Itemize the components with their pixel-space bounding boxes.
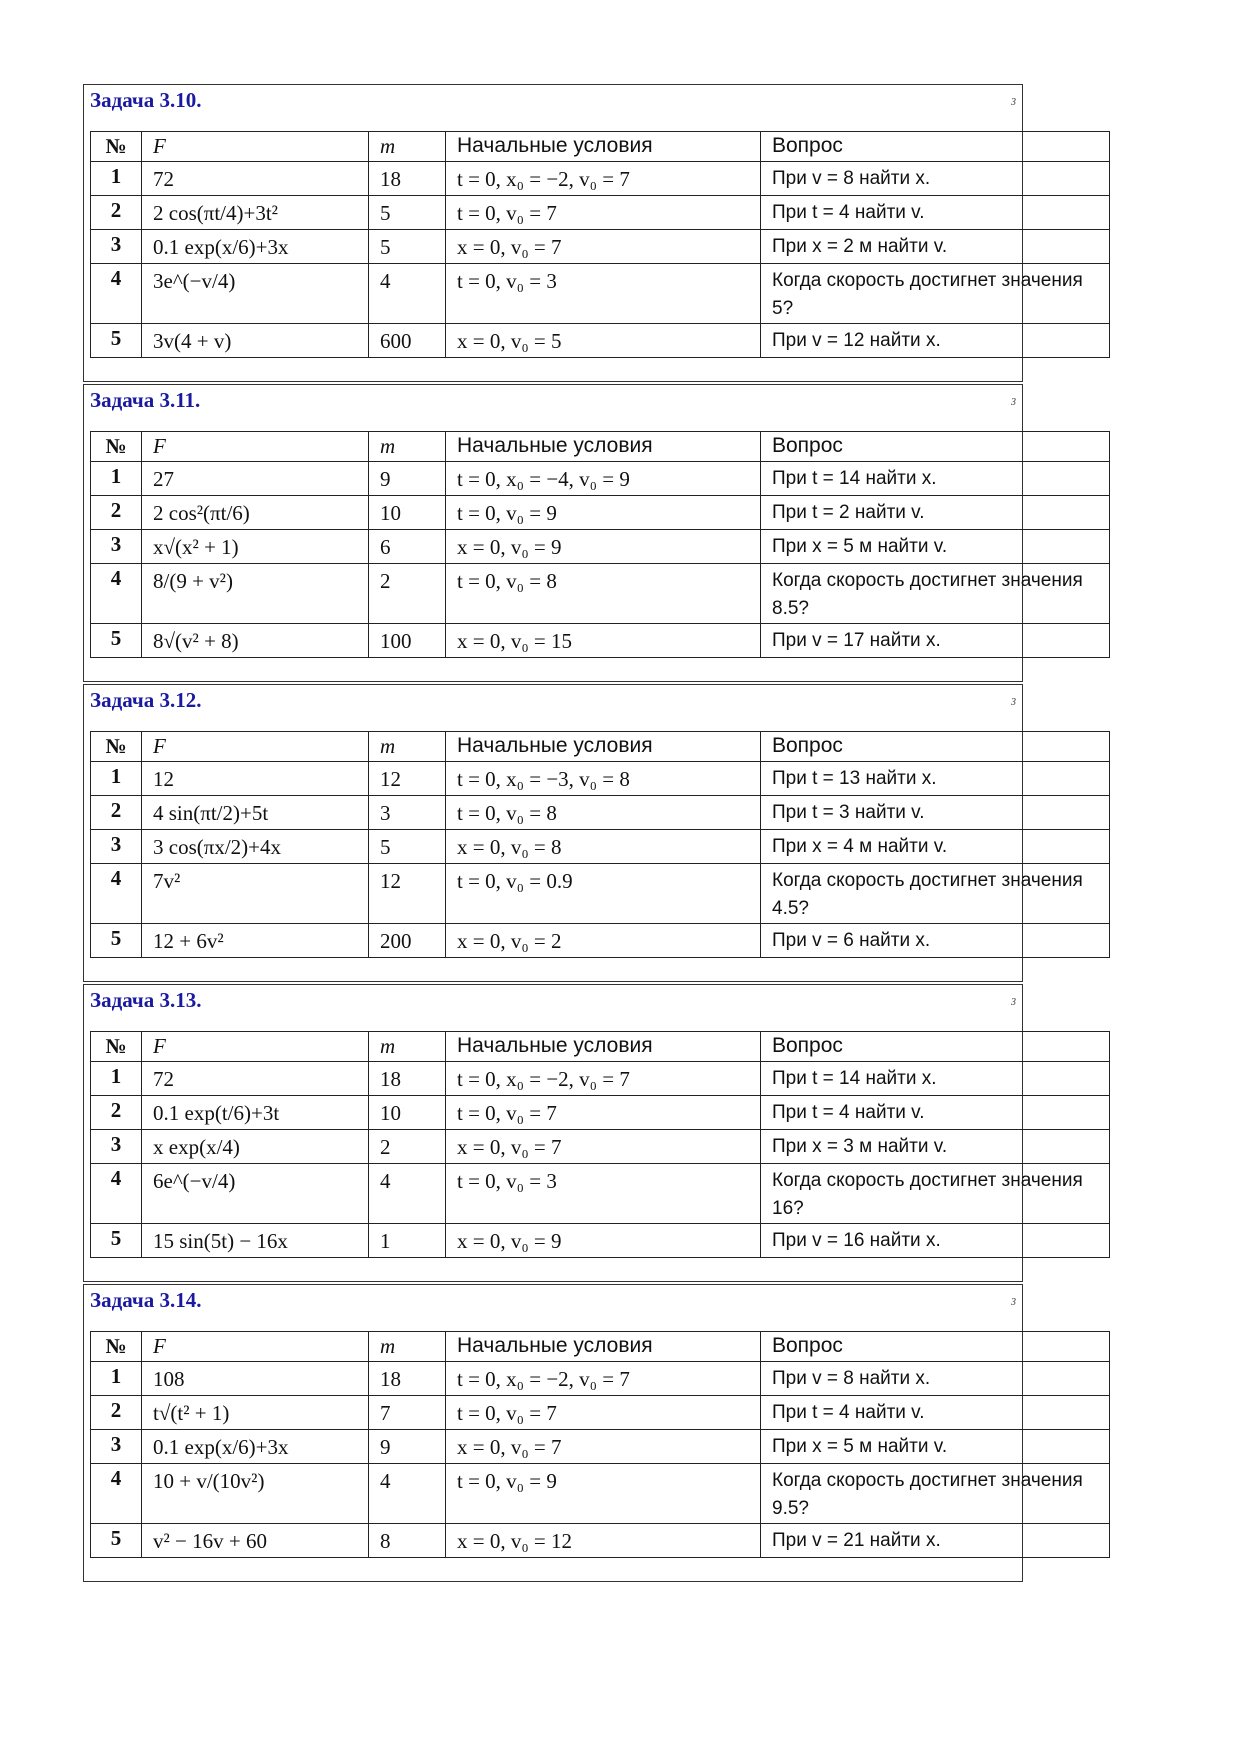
task-table [90,131,1110,358]
task-table [90,1331,1110,1558]
row-conditions: x = 0, v₀ = 9 [446,1224,761,1258]
table-row [91,796,1110,830]
row-force: 4 sin(πt/2)+5t [142,796,369,830]
row-conditions: x = 0, v₀ = 15 [446,624,761,658]
row-conditions: x = 0, v₀ = 5 [446,324,761,358]
row-mass: 9 [369,1430,446,1464]
row-question: Когда скорость достигнет значения 8.5? [761,564,1110,624]
row-num: 3 [91,530,142,564]
header-m: m [369,432,446,462]
page-mark: 3 [1011,397,1016,408]
row-force: 0.1 exp(t/6)+3t [142,1096,369,1130]
header-m: m [369,1032,446,1062]
table-row [91,162,1110,196]
row-conditions: t = 0, x₀ = −2, v₀ = 7 [446,1362,761,1396]
header-f: F [142,432,369,462]
row-mass: 18 [369,1362,446,1396]
row-num: 3 [91,230,142,264]
row-mass: 10 [369,1096,446,1130]
page-mark: 3 [1011,97,1016,108]
table-row [91,264,1110,324]
row-force: 27 [142,462,369,496]
row-question: При x = 2 м найти v. [761,230,1110,264]
row-num: 2 [91,1096,142,1130]
row-conditions: t = 0, v₀ = 9 [446,496,761,530]
row-mass: 4 [369,1464,446,1524]
row-question: При x = 5 м найти v. [761,1430,1110,1464]
row-force: x exp(x/4) [142,1130,369,1164]
row-conditions: t = 0, v₀ = 3 [446,1164,761,1224]
row-question: Когда скорость достигнет значения 16? [761,1164,1110,1224]
header-cond: Начальные условия [446,732,761,762]
row-question: При v = 8 найти x. [761,162,1110,196]
row-mass: 5 [369,830,446,864]
row-force: x√(x² + 1) [142,530,369,564]
table-row [91,924,1110,958]
row-num: 2 [91,496,142,530]
row-mass: 2 [369,1130,446,1164]
table-row [91,196,1110,230]
table-row [91,1396,1110,1430]
row-num: 1 [91,1362,142,1396]
row-force: 72 [142,1062,369,1096]
task-block-3-11 [83,384,1083,682]
task-title: Задача 3.10. [90,88,202,112]
table-row [91,1524,1110,1558]
table-header-row [91,732,1110,762]
row-mass: 1 [369,1224,446,1258]
row-question: Когда скорость достигнет значения 5? [761,264,1110,324]
table-row [91,1062,1110,1096]
row-conditions: t = 0, v₀ = 7 [446,196,761,230]
row-conditions: x = 0, v₀ = 8 [446,830,761,864]
row-num: 4 [91,1464,142,1524]
row-num: 2 [91,1396,142,1430]
row-num: 5 [91,624,142,658]
row-force: 12 + 6v² [142,924,369,958]
page-mark: 3 [1011,997,1016,1008]
row-conditions: x = 0, v₀ = 7 [446,230,761,264]
row-force: 8√(v² + 8) [142,624,369,658]
table-row [91,1362,1110,1396]
row-num: 5 [91,924,142,958]
row-question: При v = 16 найти x. [761,1224,1110,1258]
row-question: Когда скорость достигнет значения 4.5? [761,864,1110,924]
row-question: Когда скорость достигнет значения 9.5? [761,1464,1110,1524]
row-force: 8/(9 + v²) [142,564,369,624]
task-block-3-12 [83,684,1083,982]
row-num: 3 [91,1430,142,1464]
row-conditions: x = 0, v₀ = 2 [446,924,761,958]
task-title: Задача 3.11. [90,388,201,412]
row-force: 3v(4 + v) [142,324,369,358]
page-mark: 3 [1011,697,1016,708]
row-num: 1 [91,162,142,196]
row-conditions: x = 0, v₀ = 7 [446,1430,761,1464]
header-q: Вопрос [761,432,1110,462]
header-num: № [91,432,142,462]
task-title: Задача 3.13. [90,988,202,1012]
row-num: 3 [91,1130,142,1164]
row-mass: 10 [369,496,446,530]
table-row [91,564,1110,624]
row-force: 15 sin(5t) − 16x [142,1224,369,1258]
table-row [91,624,1110,658]
row-conditions: t = 0, v₀ = 0.9 [446,864,761,924]
header-f: F [142,132,369,162]
row-force: 6e^(−v/4) [142,1164,369,1224]
row-conditions: t = 0, v₀ = 9 [446,1464,761,1524]
task-title: Задача 3.12. [90,688,202,712]
table-row [91,1130,1110,1164]
row-num: 4 [91,264,142,324]
row-question: При v = 12 найти x. [761,324,1110,358]
row-force: 10 + v/(10v²) [142,1464,369,1524]
header-m: m [369,132,446,162]
row-mass: 8 [369,1524,446,1558]
row-mass: 6 [369,530,446,564]
task-table [90,1031,1110,1258]
table-row [91,830,1110,864]
row-conditions: x = 0, v₀ = 9 [446,530,761,564]
header-q: Вопрос [761,1332,1110,1362]
row-conditions: t = 0, v₀ = 8 [446,564,761,624]
header-m: m [369,732,446,762]
row-question: При t = 4 найти v. [761,1396,1110,1430]
table-row [91,1164,1110,1224]
header-f: F [142,732,369,762]
header-f: F [142,1332,369,1362]
header-q: Вопрос [761,1032,1110,1062]
table-row [91,230,1110,264]
row-mass: 9 [369,462,446,496]
row-mass: 4 [369,1164,446,1224]
table-row [91,462,1110,496]
row-mass: 2 [369,564,446,624]
row-question: При v = 6 найти x. [761,924,1110,958]
task-title: Задача 3.14. [90,1288,202,1312]
row-force: 3e^(−v/4) [142,264,369,324]
header-num: № [91,732,142,762]
row-mass: 18 [369,1062,446,1096]
row-num: 3 [91,830,142,864]
row-conditions: t = 0, v₀ = 7 [446,1096,761,1130]
row-mass: 200 [369,924,446,958]
task-table [90,431,1110,658]
row-question: При t = 13 найти x. [761,762,1110,796]
row-question: При x = 4 м найти v. [761,830,1110,864]
row-num: 2 [91,796,142,830]
row-force: 7v² [142,864,369,924]
row-mass: 7 [369,1396,446,1430]
row-question: При v = 17 найти x. [761,624,1110,658]
row-force: 72 [142,162,369,196]
row-conditions: t = 0, v₀ = 8 [446,796,761,830]
row-question: При x = 3 м найти v. [761,1130,1110,1164]
row-conditions: t = 0, x₀ = −2, v₀ = 7 [446,162,761,196]
table-row [91,324,1110,358]
row-num: 1 [91,1062,142,1096]
task-block-3-10 [83,84,1083,382]
row-conditions: t = 0, x₀ = −2, v₀ = 7 [446,1062,761,1096]
header-q: Вопрос [761,132,1110,162]
header-q: Вопрос [761,732,1110,762]
table-header-row [91,1332,1110,1362]
header-cond: Начальные условия [446,132,761,162]
header-num: № [91,132,142,162]
row-conditions: t = 0, v₀ = 7 [446,1396,761,1430]
task-block-3-14 [83,1284,1083,1582]
row-mass: 12 [369,762,446,796]
row-force: 2 cos²(πt/6) [142,496,369,530]
header-num: № [91,1032,142,1062]
header-m: m [369,1332,446,1362]
row-conditions: t = 0, x₀ = −4, v₀ = 9 [446,462,761,496]
row-num: 1 [91,462,142,496]
row-num: 4 [91,564,142,624]
row-num: 5 [91,324,142,358]
header-f: F [142,1032,369,1062]
row-question: При t = 3 найти v. [761,796,1110,830]
row-question: При t = 4 найти v. [761,1096,1110,1130]
task-block-3-13 [83,984,1083,1282]
row-question: При t = 14 найти x. [761,462,1110,496]
row-question: При t = 14 найти x. [761,1062,1110,1096]
row-question: При v = 8 найти x. [761,1362,1110,1396]
row-question: При x = 5 м найти v. [761,530,1110,564]
row-force: 2 cos(πt/4)+3t² [142,196,369,230]
row-num: 2 [91,196,142,230]
row-conditions: t = 0, x₀ = −3, v₀ = 8 [446,762,761,796]
row-mass: 100 [369,624,446,658]
header-cond: Начальные условия [446,1032,761,1062]
row-num: 5 [91,1224,142,1258]
table-row [91,1430,1110,1464]
row-mass: 5 [369,230,446,264]
table-header-row [91,132,1110,162]
table-row [91,1096,1110,1130]
row-mass: 12 [369,864,446,924]
table-row [91,1464,1110,1524]
row-mass: 18 [369,162,446,196]
row-mass: 4 [369,264,446,324]
row-conditions: x = 0, v₀ = 7 [446,1130,761,1164]
row-mass: 3 [369,796,446,830]
row-force: 0.1 exp(x/6)+3x [142,1430,369,1464]
table-header-row [91,1032,1110,1062]
row-force: 12 [142,762,369,796]
row-conditions: x = 0, v₀ = 12 [446,1524,761,1558]
table-row [91,762,1110,796]
row-num: 1 [91,762,142,796]
row-question: При v = 21 найти x. [761,1524,1110,1558]
row-force: 108 [142,1362,369,1396]
table-header-row [91,432,1110,462]
table-row [91,864,1110,924]
table-row [91,496,1110,530]
row-force: v² − 16v + 60 [142,1524,369,1558]
row-num: 4 [91,864,142,924]
row-force: 0.1 exp(x/6)+3x [142,230,369,264]
row-num: 5 [91,1524,142,1558]
row-question: При t = 4 найти v. [761,196,1110,230]
row-force: t√(t² + 1) [142,1396,369,1430]
table-row [91,530,1110,564]
row-mass: 600 [369,324,446,358]
header-num: № [91,1332,142,1362]
task-table [90,731,1110,958]
row-force: 3 cos(πx/2)+4x [142,830,369,864]
header-cond: Начальные условия [446,432,761,462]
row-question: При t = 2 найти v. [761,496,1110,530]
row-num: 4 [91,1164,142,1224]
header-cond: Начальные условия [446,1332,761,1362]
table-row [91,1224,1110,1258]
row-mass: 5 [369,196,446,230]
row-conditions: t = 0, v₀ = 3 [446,264,761,324]
page-mark: 3 [1011,1297,1016,1308]
